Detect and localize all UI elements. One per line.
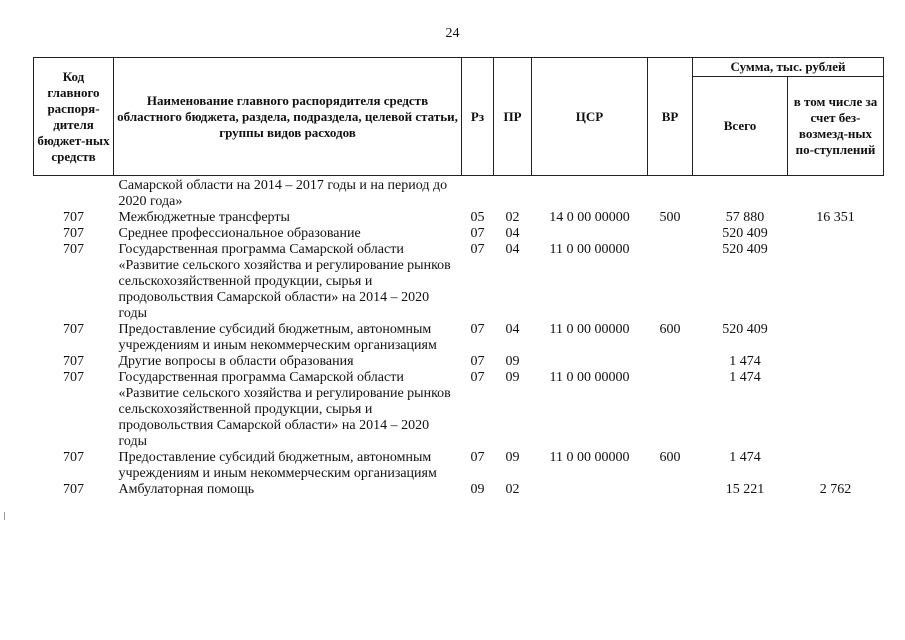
cell-free bbox=[788, 176, 884, 211]
cell-total: 520 409 bbox=[722, 226, 768, 241]
cell-rz: 07 bbox=[470, 226, 485, 241]
budget-table bbox=[33, 57, 884, 498]
cell-total: 520 409 bbox=[722, 242, 768, 257]
cell-pr: 09 bbox=[505, 354, 520, 369]
cell-total bbox=[693, 176, 788, 211]
table-row bbox=[34, 210, 884, 226]
cell-free bbox=[788, 450, 884, 482]
cell-name: Предоставление субсидий бюджетным, автономным учреждениям и иным некоммерческим организациям bbox=[118, 322, 437, 353]
cell-csr: 11 0 00 00000 bbox=[549, 242, 630, 257]
cell-vr bbox=[648, 354, 693, 370]
cell-rz: 05 bbox=[470, 210, 485, 225]
cell-pr: 04 bbox=[505, 322, 520, 337]
cell-pr bbox=[494, 176, 532, 211]
cell-free bbox=[788, 242, 884, 322]
cell-free: 2 762 bbox=[819, 482, 852, 497]
cell-total: 1 474 bbox=[729, 370, 761, 385]
table-body bbox=[34, 176, 884, 499]
header-free: в том числе за счет без-возмезд-ных по-ступлений bbox=[788, 77, 884, 176]
cell-pr: 02 bbox=[505, 210, 520, 225]
cell-rz: 07 bbox=[470, 450, 485, 465]
cell-vr: 500 bbox=[659, 210, 681, 225]
cell-code: 707 bbox=[63, 210, 84, 225]
cell-rz bbox=[462, 176, 494, 211]
cell-free bbox=[788, 370, 884, 450]
cell-pr: 09 bbox=[505, 450, 520, 465]
table-row bbox=[34, 226, 884, 242]
cell-pr: 09 bbox=[505, 370, 520, 385]
page-number: 24 bbox=[445, 26, 460, 41]
table-row bbox=[34, 450, 884, 482]
cell-rz: 07 bbox=[470, 322, 485, 337]
cell-rz: 09 bbox=[470, 482, 485, 497]
cell-name: Другие вопросы в области образования bbox=[118, 354, 354, 369]
header-code: Код главного распоря-дителя бюджет-ных средств bbox=[34, 58, 114, 176]
cell-csr: 11 0 00 00000 bbox=[549, 322, 630, 337]
cell-csr: 11 0 00 00000 bbox=[549, 370, 630, 385]
table-row bbox=[34, 176, 884, 211]
cell-code bbox=[34, 176, 114, 211]
cell-code: 707 bbox=[63, 482, 84, 497]
cell-name: Среднее профессиональное образование bbox=[118, 226, 361, 241]
header-rz: Рз bbox=[462, 58, 494, 176]
cell-free bbox=[788, 226, 884, 242]
header-csr: ЦСР bbox=[532, 58, 648, 176]
cell-vr bbox=[648, 370, 693, 450]
header-vr: ВР bbox=[648, 58, 693, 176]
cell-name: Государственная программа Самарской области «Развитие сельского хозяйства и регулирование рынков сельскохозяйственной продукции, сырья и продовольствия Самарской области» на 2014 – 2020 годы bbox=[118, 242, 451, 321]
cell-vr bbox=[648, 226, 693, 242]
table-row bbox=[34, 370, 884, 450]
cell-vr bbox=[648, 176, 693, 211]
cell-code: 707 bbox=[63, 226, 84, 241]
header-pr: ПР bbox=[494, 58, 532, 176]
cell-vr: 600 bbox=[659, 322, 681, 337]
cell-code: 707 bbox=[63, 354, 84, 369]
table-row bbox=[34, 354, 884, 370]
cell-vr bbox=[648, 482, 693, 498]
table-row bbox=[34, 482, 884, 498]
cell-name: Предоставление субсидий бюджетным, автономным учреждениям и иным некоммерческим организациям bbox=[118, 450, 437, 481]
header-name: Наименование главного распорядителя средств областного бюджета, раздела, подраздела, целевой статьи, группы видов расходов bbox=[114, 58, 462, 176]
cell-pr: 04 bbox=[505, 226, 520, 241]
cell-pr: 02 bbox=[505, 482, 520, 497]
cell-vr: 600 bbox=[659, 450, 681, 465]
cell-total: 520 409 bbox=[722, 322, 768, 337]
cell-rz: 07 bbox=[470, 354, 485, 369]
cell-total: 1 474 bbox=[729, 354, 761, 369]
cell-csr bbox=[532, 226, 648, 242]
cell-code: 707 bbox=[63, 322, 84, 337]
cell-name: Амбулаторная помощь bbox=[118, 482, 255, 497]
header-sum: Сумма, тыс. рублей bbox=[693, 58, 884, 77]
cell-csr bbox=[532, 482, 648, 498]
cell-free bbox=[788, 354, 884, 370]
cell-csr: 11 0 00 00000 bbox=[549, 450, 630, 465]
header-total: Всего bbox=[693, 77, 788, 176]
cell-csr bbox=[532, 354, 648, 370]
cell-csr: 14 0 00 00000 bbox=[549, 210, 630, 225]
cell-free bbox=[788, 322, 884, 354]
cell-code: 707 bbox=[63, 450, 84, 465]
cell-code: 707 bbox=[63, 370, 84, 385]
table-row bbox=[34, 322, 884, 354]
table-row bbox=[34, 242, 884, 322]
cell-vr bbox=[648, 242, 693, 322]
cell-code: 707 bbox=[63, 242, 84, 257]
scan-edge-mark bbox=[4, 512, 5, 520]
cell-rz: 07 bbox=[470, 242, 485, 257]
cell-pr: 04 bbox=[505, 242, 520, 257]
cell-total: 57 880 bbox=[725, 210, 765, 225]
cell-name: Самарской области на 2014 – 2017 годы и на период до 2020 года» bbox=[118, 178, 448, 209]
cell-free: 16 351 bbox=[816, 210, 855, 225]
cell-total: 1 474 bbox=[729, 450, 761, 465]
cell-name: Государственная программа Самарской области «Развитие сельского хозяйства и регулирование рынков сельскохозяйственной продукции, сырья и продовольствия Самарской области» на 2014 – 2020 годы bbox=[118, 370, 451, 449]
cell-csr bbox=[532, 176, 648, 211]
cell-name: Межбюджетные трансферты bbox=[118, 210, 290, 225]
cell-rz: 07 bbox=[470, 370, 485, 385]
cell-total: 15 221 bbox=[725, 482, 765, 497]
